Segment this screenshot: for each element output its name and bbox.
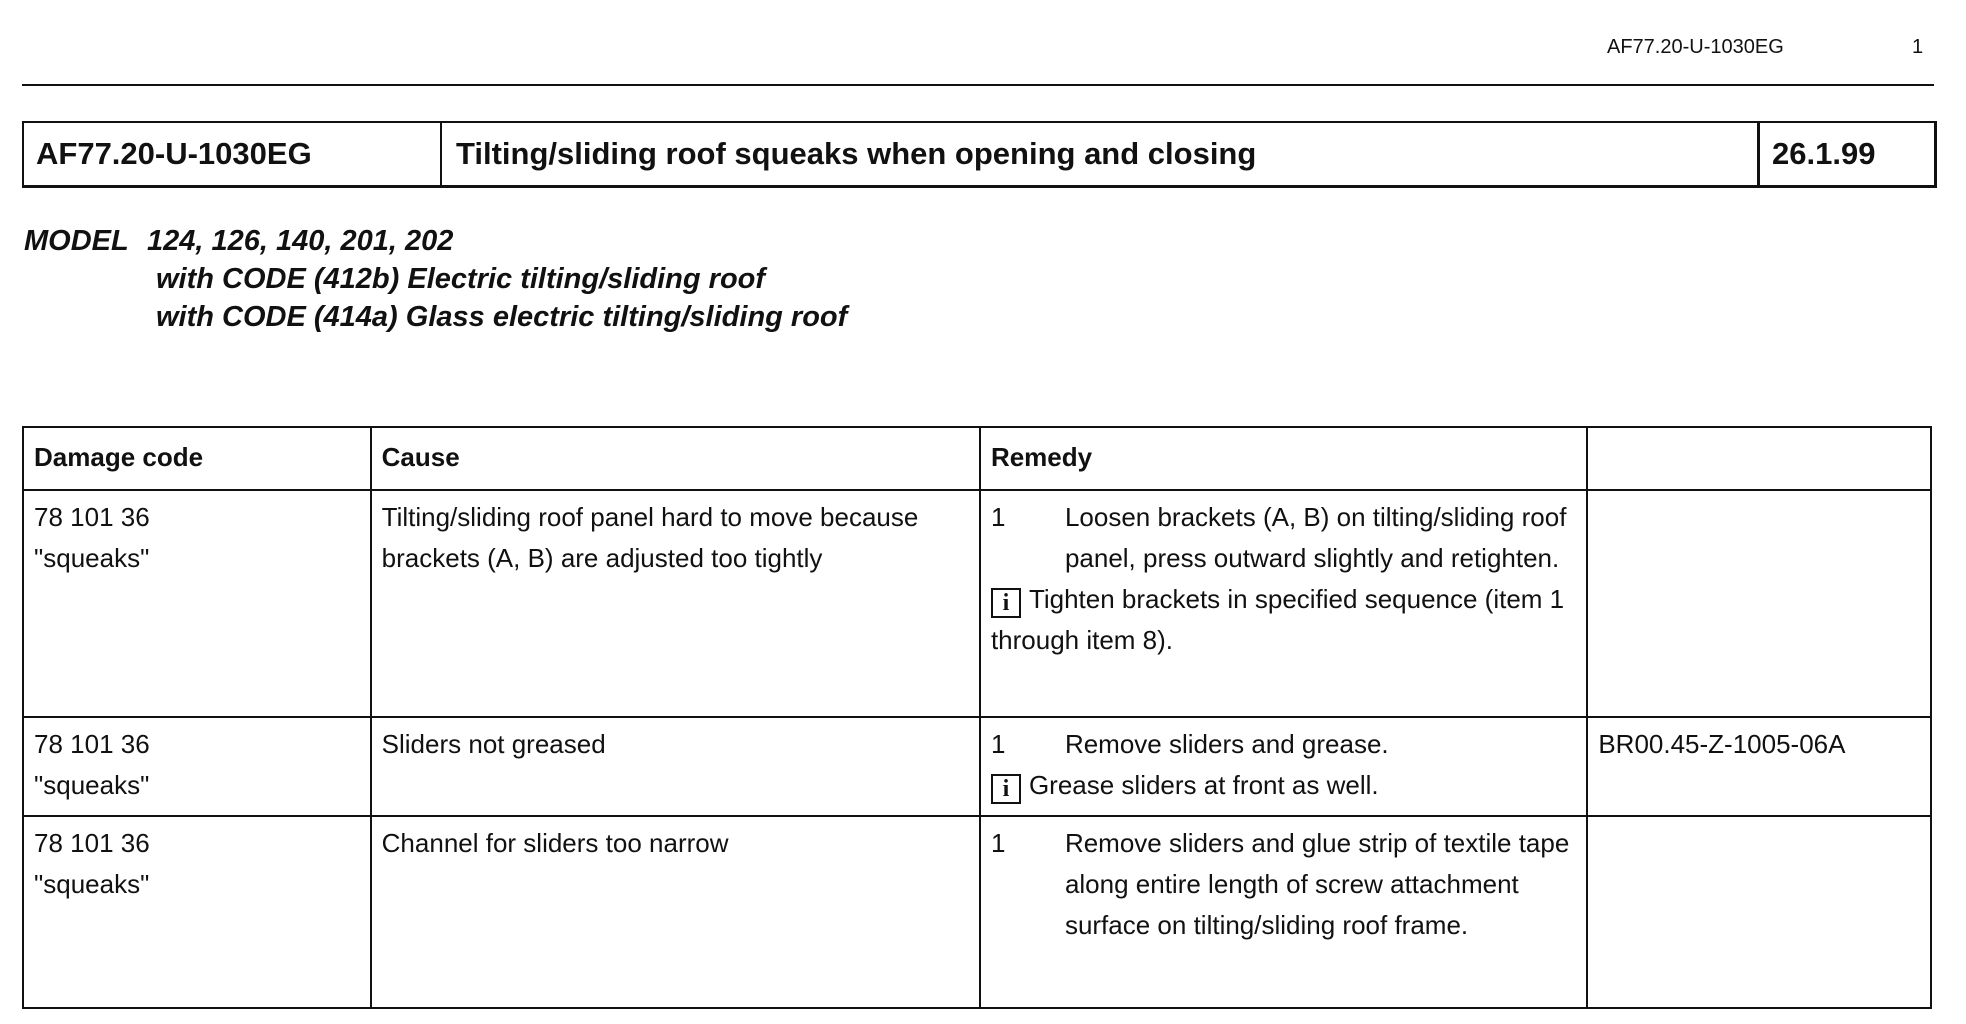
cause-text: Sliders not greased [381, 729, 606, 759]
model-line [24, 222, 847, 260]
damage-desc: "squeaks" [34, 770, 150, 800]
title-box [22, 121, 1937, 188]
model-block [24, 222, 847, 336]
remedy-cell [980, 490, 1587, 717]
reference-cell [1587, 490, 1931, 717]
remedy-table [22, 426, 1932, 1009]
header-cause: Cause [371, 427, 980, 490]
step-number: 1 [990, 502, 1006, 532]
info-icon: i [991, 774, 1021, 804]
remedy-cell [980, 816, 1587, 1008]
info-text: Tighten brackets in specified sequence (item 1 through item 8). [990, 584, 1565, 655]
damage-code-cell [23, 816, 371, 1008]
damage-desc: "squeaks" [34, 869, 150, 899]
cause-cell [371, 717, 980, 816]
cause-text: Channel for sliders too narrow [381, 828, 729, 858]
reference-cell [1587, 816, 1931, 1008]
remedy-step [991, 724, 1576, 765]
table-row [23, 816, 1931, 1008]
page-header [22, 34, 1934, 86]
header-reference [1587, 427, 1931, 490]
info-note [991, 765, 1576, 806]
table-row [23, 490, 1931, 717]
info-text: Grease sliders at front as well. [1028, 770, 1379, 800]
cause-text: Tilting/sliding roof panel hard to move because brackets (A, B) are adjusted too tightly [381, 502, 919, 573]
model-label: MODEL [24, 225, 129, 257]
damage-code: 78 101 36 [34, 502, 150, 532]
code-line-414a: with CODE (414a) Glass electric tilting/sliding roof [156, 301, 848, 333]
info-note [991, 579, 1576, 661]
document-date: 26.1.99 [1772, 136, 1876, 171]
remedy-cell [980, 717, 1587, 816]
header-damage-code: Damage code [23, 427, 371, 490]
info-icon: i [991, 588, 1021, 618]
remedy-step [991, 497, 1576, 579]
document-title: Tilting/sliding roof squeaks when opening and closing [442, 123, 1760, 185]
page-number: 1 [1912, 36, 1924, 58]
header-doc-id: AF77.20-U-1030EG [1607, 36, 1784, 58]
header-remedy: Remedy [980, 427, 1587, 490]
step-number: 1 [990, 729, 1006, 759]
table-row [23, 717, 1931, 816]
damage-code-cell [23, 490, 371, 717]
cause-cell [371, 816, 980, 1008]
step-text: Remove sliders and grease. [1064, 729, 1389, 759]
reference-cell [1587, 717, 1931, 816]
table-header-row [23, 427, 1931, 490]
model-numbers: 124, 126, 140, 201, 202 [147, 225, 454, 257]
damage-code-cell [23, 717, 371, 816]
step-number: 1 [990, 828, 1006, 858]
damage-code: 78 101 36 [34, 729, 150, 759]
reference-link[interactable]: BR00.45-Z-1005-06A [1598, 729, 1846, 759]
step-text: Remove sliders and glue strip of textile tape along entire length of screw attachment surface on tilting/sliding roof frame. [1064, 828, 1570, 940]
remedy-step [991, 823, 1576, 946]
damage-desc: "squeaks" [34, 543, 150, 573]
document-id: AF77.20-U-1030EG [24, 123, 442, 185]
cause-cell [371, 490, 980, 717]
code-line-412b: with CODE (412b) Electric tilting/sliding roof [156, 263, 766, 295]
step-text: Loosen brackets (A, B) on tilting/sliding roof panel, press outward slightly and retighten. [1064, 502, 1567, 573]
damage-code: 78 101 36 [34, 828, 150, 858]
